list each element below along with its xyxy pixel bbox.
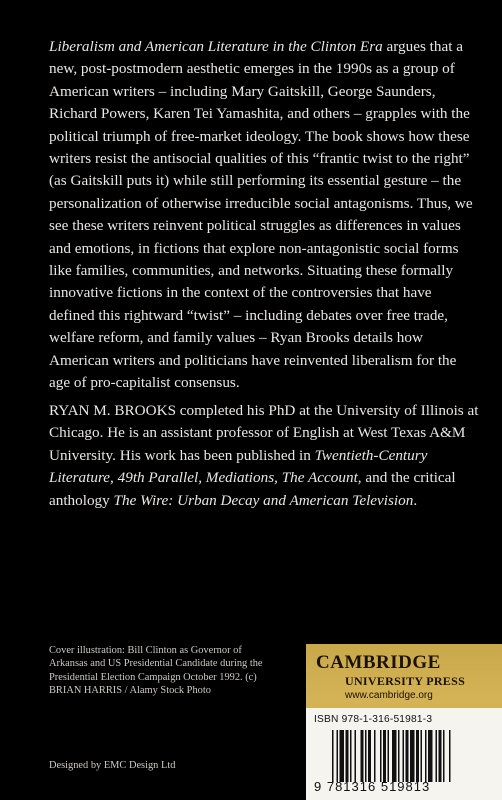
bio-part-2: , and the critical anthology <box>49 469 456 509</box>
publisher-url: www.cambridge.org <box>345 690 433 701</box>
back-cover-blurb <box>49 36 479 395</box>
publisher-name: CAMBRIDGE <box>316 652 441 673</box>
bio-part-3: . <box>413 491 418 509</box>
designer-credit: Designed by EMC Design Ltd <box>49 760 176 771</box>
book-title: Liberalism and American Literature in the Clinton Era <box>49 38 383 55</box>
blurb-body: argues that a new, post-postmodern aesthetic emerges in the 1990s as a group of American writers – including Mary Gaitskill, George Saunders, Richard Powers, Karen Tei Yamashita, and others – grapples with the political triumph of free-market ideology. The book shows how these writers resist the antisocial qualities of this “frantic twist to the right” (as Gaitskill puts it) while still performing its essential gesture – the personalization of otherwise irreducible social antagonisms. Thus, we see these writers reinvent political struggles as differences in values and emotions, in fictions that explore non-antagonistic social forms like families, communities, and networks. Situating these formally innovative fictions in the context of the controversies that have defined this rightward “twist” – including debates over free trade, welfare reform, and family values – Ryan Brooks details how American writers and politicians have reinvented liberalism for the age of pro-capitalist consensus. <box>49 38 473 392</box>
publisher-press: UNIVERSITY PRESS <box>345 674 466 688</box>
isbn-label: ISBN 978-1-316-51981-3 <box>314 714 433 725</box>
bio-journals: Twentieth-Century Literature, 49th Parallel, Mediations, The Account <box>49 446 428 487</box>
barcode-digits: 9 781316 519813 <box>314 779 431 794</box>
publisher-logo-box <box>306 644 502 800</box>
author-bio <box>49 400 479 512</box>
cover-credit: Cover illustration: Bill Clinton as Governor of Arkansas and US Presidential Candidate during the Presidential Election Campaign October 1992. (c) BRIAN HARRIS / Alamy Stock Photo <box>49 645 263 697</box>
bio-part-1: RYAN M. BROOKS completed his PhD at the University of Illinois at Chicago. He is an assistant professor of English at West Texas A&M University. His work has been published in <box>49 402 479 464</box>
barcode-icon <box>332 730 494 782</box>
barcode-panel <box>306 708 502 800</box>
bio-anthology: The Wire: Urban Decay and American Television <box>113 491 414 509</box>
